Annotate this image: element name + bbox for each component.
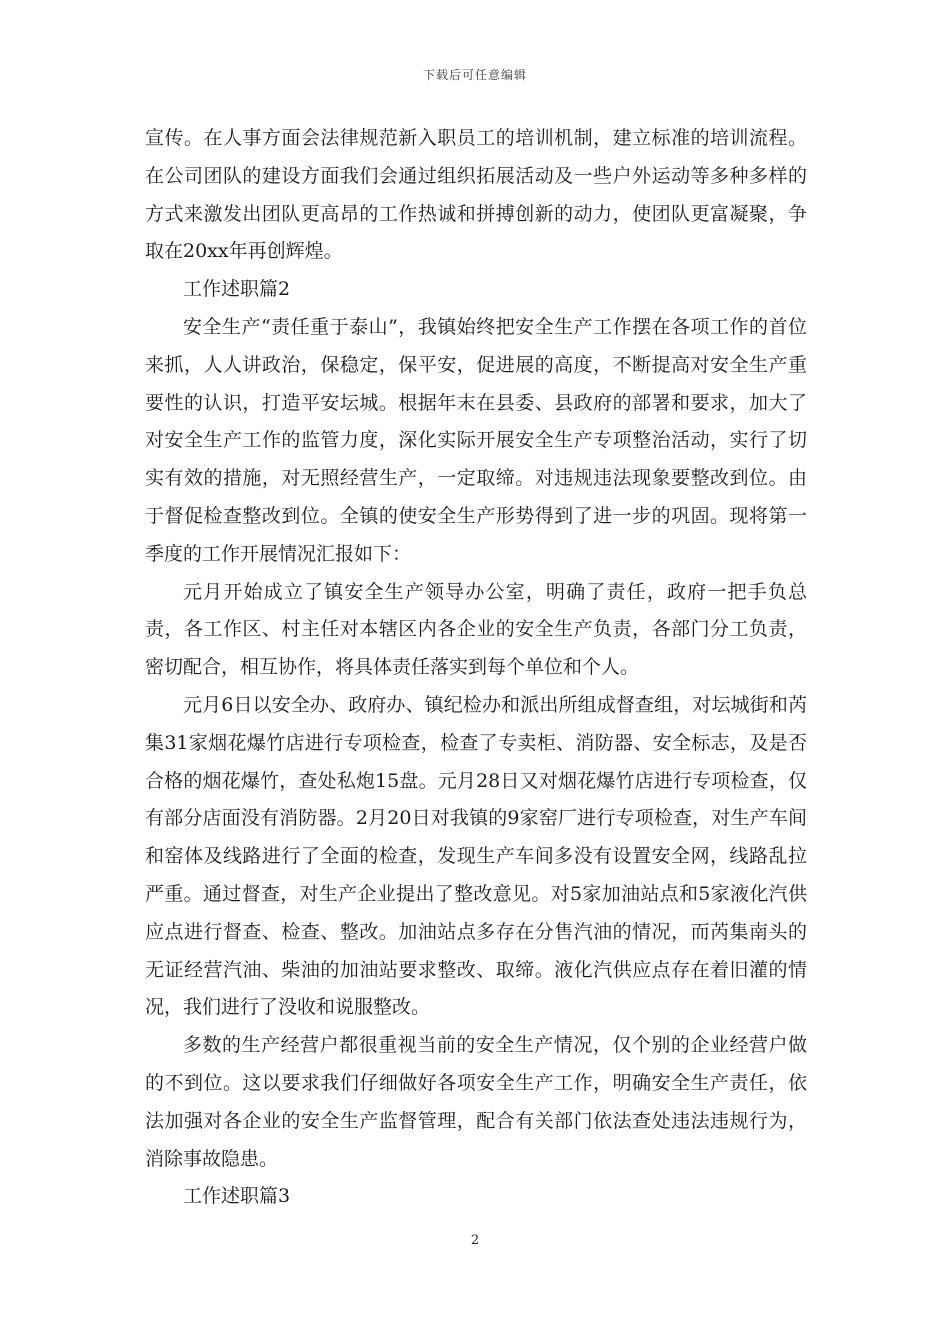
section-heading-3: 工作述职篇3 xyxy=(183,1185,291,1208)
page-header-note: 下载后可任意编辑 xyxy=(422,68,527,82)
paragraph-summary: 多数的生产经营户都很重视当前的安全生产情况，仅个别的企业经营户做的不到位。这以要求我们仔细做好各项安全生产工作，明确安全生产责任，依法加强对各企业的安全生产监督管理，配合有关部门依法查处违法违规行为，消除事故隐患。 xyxy=(145,1034,807,1170)
paragraph-continuation: 宣传。在人事方面会法律规范新入职员工的培训机制，建立标准的培训流程。在公司团队的建设方面我们会通过组织拓展活动及一些户外运动等多种多样的方式来激发出团队更高昂的工作热诚和拼搏创新的动力，使团队更富凝聚，争取在20xx年再创辉煌。 xyxy=(145,127,807,263)
document-body xyxy=(145,120,807,1216)
paragraph-office-setup: 元月开始成立了镇安全生产领导办公室，明确了责任，政府一把手负总责，各工作区、村主任对本辖区内各企业的安全生产负责，各部门分工负责，密切配合，相互协作，将具体责任落实到每个单位和个人。 xyxy=(145,580,807,679)
section-heading-2: 工作述职篇2 xyxy=(183,278,291,301)
paragraph-safety-intro: 安全生产“责任重于泰山”，我镇始终把安全生产工作摆在各项工作的首位来抓，人人讲政治，保稳定，保平安，促进展的高度，不断提高对安全生产重要性的认识，打造平安坛城。根据年末在县委、县政府的部署和要求，加大了对安全生产工作的监管力度，深化实际开展安全生产专项整治活动，实行了切实有效的措施，对无照经营生产，一定取缔。对违规违法现象要整改到位。由于督促检查整改到位。全镇的使安全生产形势得到了进一步的巩固。现将第一季度的工作开展情况汇报如下： xyxy=(145,315,807,565)
page-number: 2 xyxy=(470,1233,480,1248)
paragraph-inspections: 元月6日以安全办、政府办、镇纪检办和派出所组成督查组，对坛城街和芮集31家烟花爆竹店进行专项检查，检查了专卖柜、消防器、安全标志，及是否合格的烟花爆竹，查处私炮15盘。元月28日又对烟花爆竹店进行专项检查，仅有部分店面没有消防器。2月20日对我镇的9家窑厂进行专项检查，对生产车间和窑体及线路进行了全面的检查，发现生产车间多没有设置安全网，线路乱拉严重。通过督查，对生产企业提出了整改意见。对5家加油站点和5家液化汽供应点进行督查、检查、整改。加油站点多存在分售汽油的情况，而芮集南头的无证经营汽油、柴油的加油站要求整改、取缔。液化汽供应点存在着旧灌的情况，我们进行了没收和说服整改。 xyxy=(145,693,807,1019)
